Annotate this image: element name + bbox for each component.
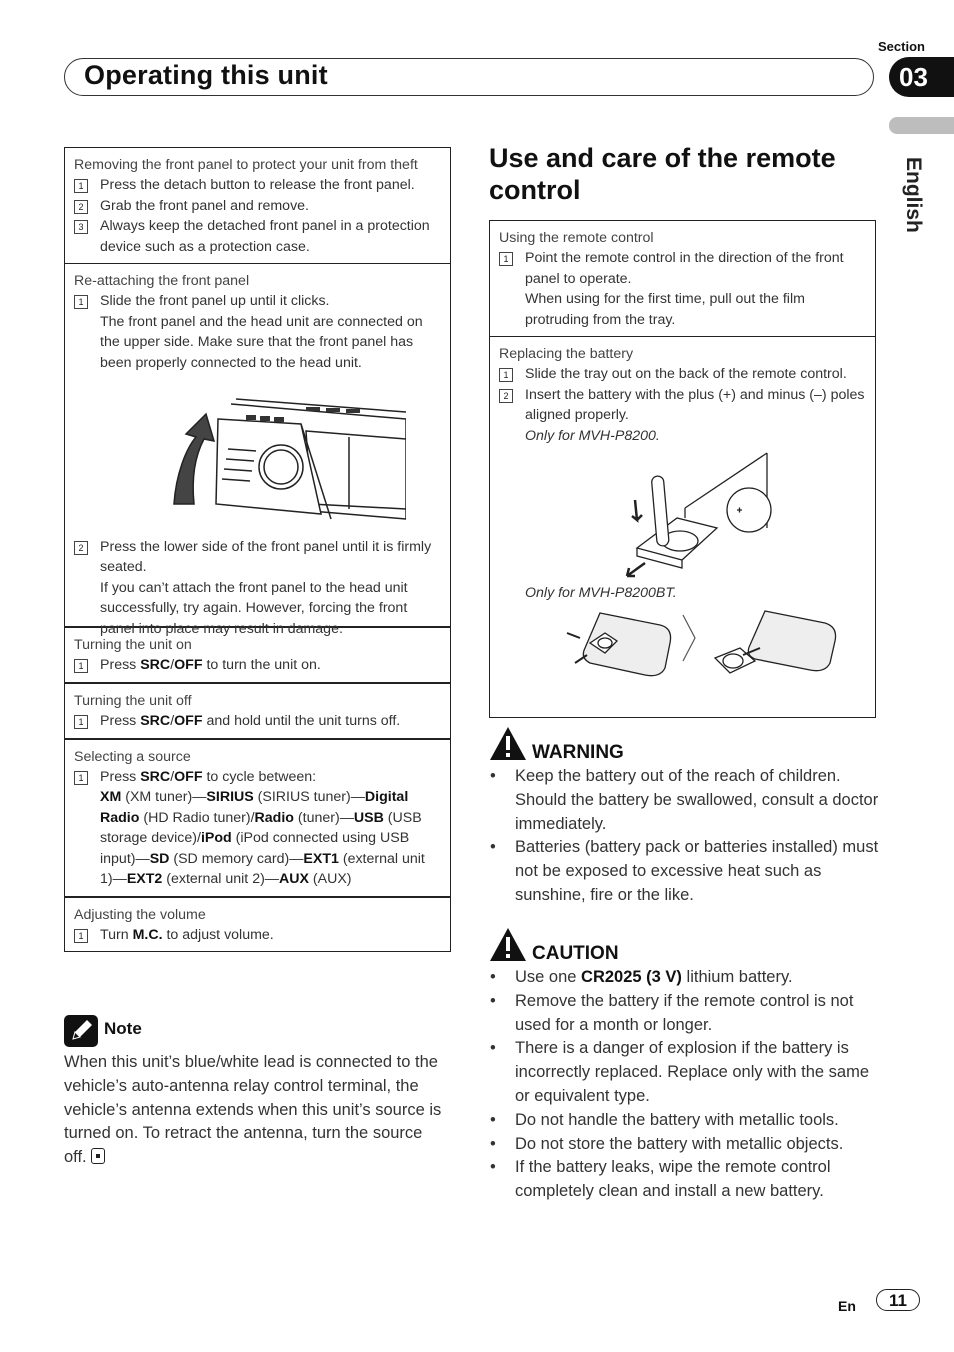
- step-number: 1: [74, 771, 88, 785]
- removing-step: [74, 216, 441, 257]
- turn-off-heading: Turning the unit off: [74, 692, 192, 709]
- step-number: 3: [74, 220, 88, 234]
- warning-item: • Keep the battery out of the reach of children. Should the battery be swallowed, consult a doctor immediately.: [489, 765, 879, 836]
- using-remote-heading: Using the remote control: [499, 230, 654, 246]
- step-number: 1: [499, 368, 513, 382]
- source-desc: (USB storage device)/: [100, 809, 422, 847]
- caution-item: • Do not store the battery with metallic objects.: [489, 1133, 879, 1157]
- page-title: Operating this unit: [84, 60, 328, 90]
- removing-step: [74, 175, 441, 195]
- text: /: [170, 769, 175, 786]
- source-desc: (iPod connected using USB input)—: [100, 830, 410, 867]
- page-number: 11: [876, 1289, 920, 1311]
- step-number: 1: [74, 929, 88, 943]
- using-remote-step: [499, 248, 866, 330]
- step-number: 1: [74, 179, 88, 193]
- text: and hold until the unit turns off.: [202, 713, 401, 730]
- step-text: Slide the tray out on the back of the remote control.: [525, 366, 847, 383]
- key-label: SRC: [140, 657, 171, 674]
- source-desc: (external unit 2)—: [162, 871, 279, 888]
- source-name: Digital Radio: [100, 789, 409, 826]
- note-label: Note: [104, 1019, 142, 1038]
- source-desc: (SD memory card)—: [169, 850, 304, 867]
- step-text: Slide the front panel up until it clicks.: [100, 293, 330, 310]
- volume-cell: [65, 896, 450, 952]
- source-name: Radio: [254, 809, 294, 826]
- step-detail: If you can’t attach the front panel to the head unit successfully, try again. However, forcing the front panel into place may result in damage.: [100, 579, 408, 637]
- text: Use one: [515, 968, 582, 986]
- remote-table: [489, 220, 876, 718]
- key-label: OFF: [174, 713, 203, 730]
- step-text: Insert the battery with the plus (+) and minus (–) poles aligned properly.: [525, 386, 865, 424]
- note-text: [64, 1051, 449, 1170]
- source-desc: (AUX): [308, 871, 352, 888]
- using-remote-cell: [490, 221, 875, 336]
- key-label: SRC: [140, 769, 171, 786]
- battery-step: [499, 385, 866, 446]
- source-name: XM: [100, 789, 122, 806]
- end-mark-icon: [91, 1148, 105, 1164]
- step-number: 2: [74, 200, 88, 214]
- caution-item: • Do not handle the battery with metallic tools.: [489, 1109, 879, 1133]
- step-text: Point the remote control in the direction of the front panel to operate.: [525, 250, 844, 287]
- turn-on-step: [74, 655, 441, 675]
- source-name: iPod: [200, 830, 232, 847]
- warning-icon: [489, 726, 527, 762]
- reattaching-panel-cell: [65, 263, 450, 637]
- step-text: Always keep the detached front panel in a protection device such as a protection case.: [100, 218, 430, 255]
- step-number: 1: [74, 659, 88, 673]
- turn-on-heading: Turning the unit on: [74, 637, 192, 654]
- removing-panel-cell: [65, 148, 450, 263]
- source-desc: (external unit 1)—: [100, 850, 425, 888]
- note-icon: [64, 1015, 98, 1047]
- removing-heading: Removing the front panel to protect your unit from theft: [74, 157, 418, 173]
- replace-battery-cell: [490, 336, 875, 717]
- source-step: [74, 767, 441, 889]
- replace-battery-heading: Replacing the battery: [499, 346, 634, 363]
- source-name: SIRIUS: [206, 789, 254, 806]
- model-note: Only for MVH-P8200.: [525, 427, 660, 444]
- text: /: [170, 713, 175, 730]
- text: /: [170, 657, 175, 674]
- battery-insert-illustration: [565, 603, 855, 683]
- text: Press: [100, 713, 141, 730]
- model-note: Only for MVH-P8200BT.: [525, 585, 677, 602]
- text: Press: [100, 657, 141, 674]
- removing-step: [74, 196, 441, 216]
- battery-step: [499, 364, 866, 384]
- text: lithium battery.: [681, 968, 793, 986]
- source-desc: (XM tuner)—: [121, 789, 207, 806]
- source-desc: (tuner)—: [293, 809, 354, 826]
- text: Press: [100, 769, 141, 786]
- reattaching-step-1: [74, 291, 441, 373]
- volume-heading: Adjusting the volume: [74, 906, 206, 923]
- turn-off-step: [74, 711, 441, 731]
- caution-label: CAUTION: [532, 943, 619, 964]
- source-name: AUX: [279, 871, 309, 888]
- remote-section-title: Use and care of the remote control: [489, 143, 836, 205]
- key-label: M.C.: [132, 926, 163, 943]
- footer-language: En: [838, 1298, 856, 1314]
- text: to cycle between:: [202, 769, 317, 786]
- caution-item: • If the battery leaks, wipe the remote control completely clean and install a new battery.: [489, 1156, 879, 1204]
- warning-label: WARNING: [532, 742, 624, 763]
- step-detail: When using for the first time, pull out the film protruding from the tray.: [525, 291, 805, 328]
- step-text: Grab the front panel and remove.: [100, 197, 309, 214]
- source-list: [100, 789, 425, 887]
- text: to adjust volume.: [162, 926, 274, 943]
- operation-table: [64, 147, 451, 952]
- reattaching-heading: Re-attaching the front panel: [74, 273, 250, 290]
- step-number: 1: [499, 252, 513, 266]
- caution-item: • There is a danger of explosion if the battery is incorrectly replaced. Replace only with the same or equivalent type.: [489, 1037, 879, 1108]
- warning-item: • Batteries (battery pack or batteries installed) must not be exposed to excessive heat such as sunshine, fire or the like.: [489, 836, 879, 907]
- reattaching-step-2: [74, 537, 441, 639]
- battery-type: CR2025 (3 V): [581, 968, 682, 986]
- volume-step: [74, 925, 441, 945]
- source-heading: Selecting a source: [74, 748, 191, 765]
- key-label: SRC: [140, 713, 171, 730]
- caution-item: [489, 966, 879, 990]
- turn-off-cell: [65, 682, 450, 738]
- key-label: OFF: [174, 769, 203, 786]
- source-name: SD: [149, 850, 170, 867]
- key-label: OFF: [174, 657, 203, 674]
- step-text: Press the lower side of the front panel until it is firmly seated.: [100, 539, 432, 576]
- section-label: Section: [878, 39, 925, 54]
- step-number: 1: [74, 715, 88, 729]
- caution-item: • Remove the battery if the remote control is not used for a month or longer.: [489, 990, 879, 1038]
- caution-icon: [489, 927, 527, 963]
- source-desc: (HD Radio tuner)/: [139, 809, 255, 826]
- source-name: EXT1: [303, 850, 339, 867]
- note-body: When this unit’s blue/white lead is connected to the vehicle’s auto-antenna relay control terminal, the vehicle’s antenna extends when this unit’s source is turned on. To retract the antenna, turn the source off.: [64, 1053, 442, 1167]
- step-text: Press the detach button to release the front panel.: [100, 177, 415, 194]
- step-number: 2: [74, 541, 88, 555]
- language-tab-label: English: [902, 157, 925, 233]
- step-number: 1: [74, 295, 88, 309]
- step-number: 2: [499, 389, 513, 403]
- source-name: USB: [353, 809, 384, 826]
- text: to turn the unit on.: [202, 657, 321, 674]
- step-detail: The front panel and the head unit are connected on the upper side. Make sure that the front panel has been properly connected to the head unit.: [100, 313, 423, 371]
- text: Turn: [100, 926, 133, 943]
- front-panel-attach-illustration: [156, 379, 406, 529]
- caution-list: [489, 966, 879, 1204]
- select-source-cell: [65, 738, 450, 896]
- section-number-badge: 03: [889, 57, 954, 97]
- battery-tray-illustration: [617, 448, 787, 583]
- source-desc: (SIRIUS tuner)—: [253, 789, 365, 806]
- language-tab-marker: [889, 117, 954, 134]
- source-name: EXT2: [126, 871, 163, 888]
- warning-list: [489, 765, 879, 908]
